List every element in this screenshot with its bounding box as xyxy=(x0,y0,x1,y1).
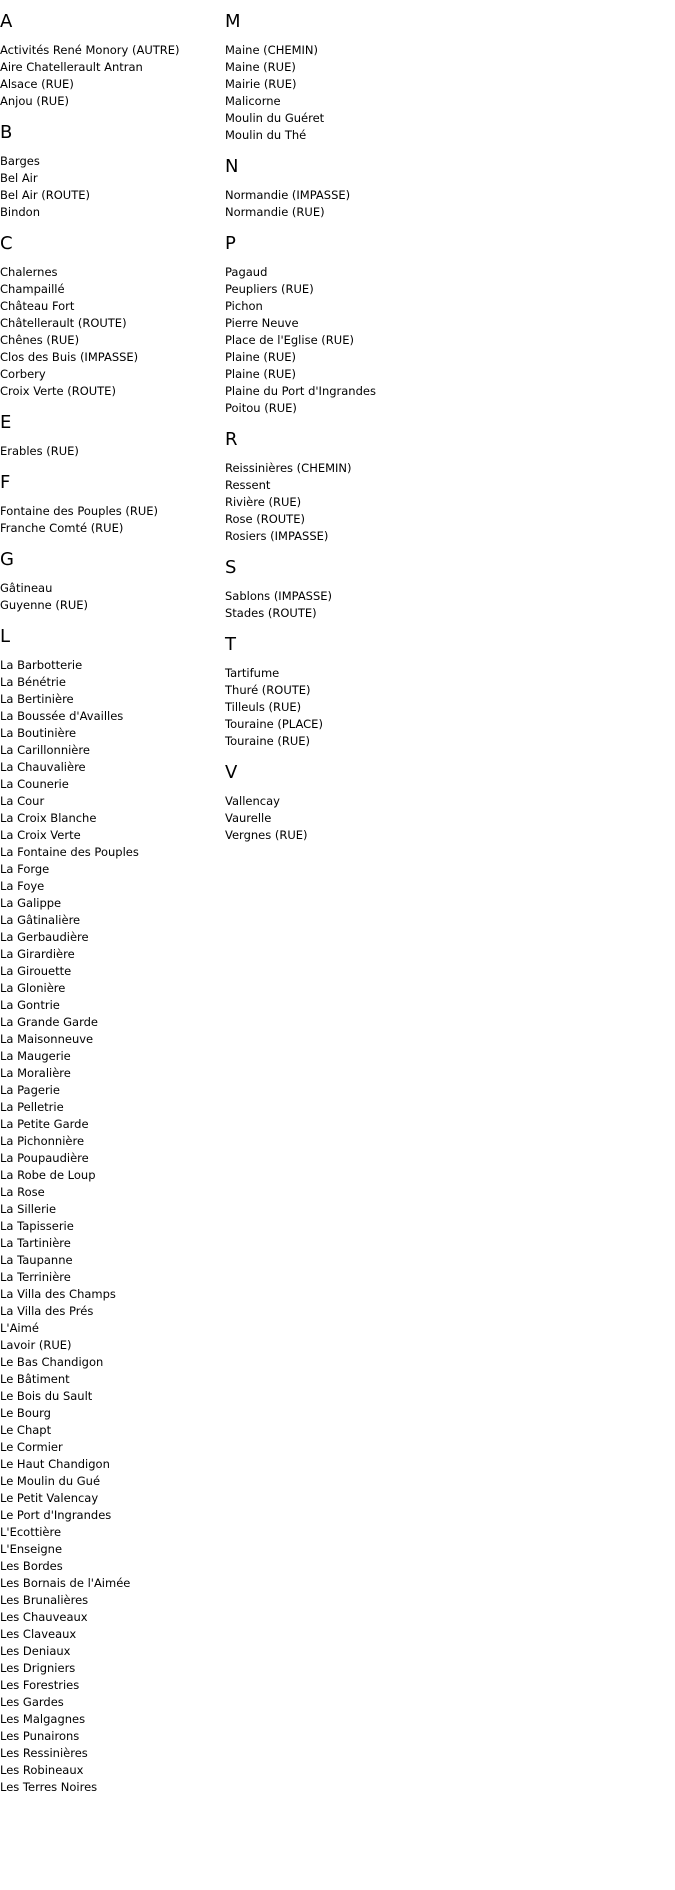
street-item: La Foye xyxy=(0,879,45,893)
street-item: Erables (RUE) xyxy=(0,444,79,458)
street-item: La Gerbaudière xyxy=(0,930,89,944)
street-item: Le Haut Chandigon xyxy=(0,1457,110,1471)
street-item: Touraine (RUE) xyxy=(225,734,311,748)
street-item: La Grande Garde xyxy=(0,1015,98,1029)
letter-group xyxy=(225,11,665,144)
street-item: La Terrinière xyxy=(0,1270,71,1284)
street-item: La Croix Verte xyxy=(0,828,81,842)
street-item: Reissinières (CHEMIN) xyxy=(225,461,352,475)
letter-group xyxy=(225,634,665,750)
street-item: Champaillé xyxy=(0,282,65,296)
letter-heading: A xyxy=(0,11,13,32)
letter-heading: F xyxy=(0,472,11,493)
street-item: La Gontrie xyxy=(0,998,60,1012)
street-item: Mairie (RUE) xyxy=(225,77,297,91)
street-item: Moulin du Thé xyxy=(225,128,307,142)
street-item: Stades (ROUTE) xyxy=(225,606,317,620)
letter-heading: E xyxy=(0,412,12,433)
street-item: Les Claveaux xyxy=(0,1627,77,1641)
street-item: Le Chapt xyxy=(0,1423,52,1437)
street-item: Sablons (IMPASSE) xyxy=(225,589,333,603)
street-item: Barges xyxy=(0,154,40,168)
letter-group xyxy=(225,762,665,844)
street-item: Châtellerault (ROUTE) xyxy=(0,316,127,330)
street-item: Pierre Neuve xyxy=(225,316,299,330)
street-item: Les Bornais de l'Aimée xyxy=(0,1576,131,1590)
letter-heading: V xyxy=(225,762,238,783)
street-item: La Robe de Loup xyxy=(0,1168,96,1182)
street-item: Vallencay xyxy=(225,794,280,808)
letter-group xyxy=(0,626,225,1796)
street-item: Les Deniaux xyxy=(0,1644,71,1658)
street-item: Normandie (IMPASSE) xyxy=(225,188,351,202)
street-item: Lavoir (RUE) xyxy=(0,1338,72,1352)
letter-heading: N xyxy=(225,156,239,177)
letter-group xyxy=(225,156,665,221)
street-item: Franche Comté (RUE) xyxy=(0,521,124,535)
street-item: Corbery xyxy=(0,367,46,381)
street-item: La Pagerie xyxy=(0,1083,60,1097)
street-item: La Forge xyxy=(0,862,50,876)
street-list xyxy=(225,460,665,545)
street-item: Thuré (ROUTE) xyxy=(225,683,311,697)
street-item: Ressent xyxy=(225,478,271,492)
street-item: La Sillerie xyxy=(0,1202,57,1216)
street-item: Activités René Monory (AUTRE) xyxy=(0,43,180,57)
street-list xyxy=(0,657,225,1796)
street-item: Les Robineaux xyxy=(0,1763,84,1777)
street-item: Le Bourg xyxy=(0,1406,51,1420)
street-item: La Villa des Champs xyxy=(0,1287,116,1301)
letter-group xyxy=(225,233,665,417)
street-item: Les Malgagnes xyxy=(0,1712,86,1726)
letter-group xyxy=(0,233,225,400)
letter-heading: S xyxy=(225,557,237,578)
street-item: Les Ressinières xyxy=(0,1746,88,1760)
street-item: Le Port d'Ingrandes xyxy=(0,1508,112,1522)
street-item: Vaurelle xyxy=(225,811,272,825)
street-item: La Girouette xyxy=(0,964,72,978)
street-list xyxy=(225,264,665,417)
street-item: La Cour xyxy=(0,794,45,808)
street-item: Croix Verte (ROUTE) xyxy=(0,384,116,398)
street-item: Le Bois du Sault xyxy=(0,1389,93,1403)
street-item: Plaine (RUE) xyxy=(225,350,297,364)
street-item: L'Aimé xyxy=(0,1321,39,1335)
letter-group xyxy=(0,11,225,110)
letter-heading: M xyxy=(225,11,241,32)
street-item: Peupliers (RUE) xyxy=(225,282,314,296)
letter-heading: R xyxy=(225,429,238,450)
street-item: Fontaine des Pouples (RUE) xyxy=(0,504,159,518)
letter-heading: G xyxy=(0,549,14,570)
street-item: Les Drigniers xyxy=(0,1661,76,1675)
street-item: Rivière (RUE) xyxy=(225,495,302,509)
street-item: Tilleuls (RUE) xyxy=(225,700,302,714)
street-item: La Tartinière xyxy=(0,1236,71,1250)
street-list xyxy=(0,42,225,110)
street-item: La Rose xyxy=(0,1185,45,1199)
street-item: Maine (RUE) xyxy=(225,60,296,74)
street-item: Les Brunalières xyxy=(0,1593,89,1607)
street-list xyxy=(225,665,665,750)
street-item: Anjou (RUE) xyxy=(0,94,69,108)
street-item: Gâtineau xyxy=(0,581,53,595)
street-item: Rosiers (IMPASSE) xyxy=(225,529,329,543)
street-item: Les Gardes xyxy=(0,1695,64,1709)
street-item: La Maugerie xyxy=(0,1049,71,1063)
street-item: La Pichonnière xyxy=(0,1134,85,1148)
street-list xyxy=(0,503,225,537)
street-item: Tartifume xyxy=(225,666,280,680)
letter-heading: T xyxy=(225,634,236,655)
street-item: La Croix Blanche xyxy=(0,811,97,825)
street-item: L'Ecottière xyxy=(0,1525,62,1539)
street-item: La Galippe xyxy=(0,896,62,910)
street-item: La Boussée d'Availles xyxy=(0,709,124,723)
street-item: Clos des Buis (IMPASSE) xyxy=(0,350,139,364)
street-item: La Gâtinalière xyxy=(0,913,81,927)
street-item: Touraine (PLACE) xyxy=(225,717,323,731)
street-item: Maine (CHEMIN) xyxy=(225,43,319,57)
street-item: Poitou (RUE) xyxy=(225,401,297,415)
street-item: La Fontaine des Pouples xyxy=(0,845,139,859)
street-item: La Petite Garde xyxy=(0,1117,89,1131)
street-item: Le Moulin du Gué xyxy=(0,1474,101,1488)
letter-heading: C xyxy=(0,233,13,254)
street-list xyxy=(225,187,665,221)
letter-heading: L xyxy=(0,626,11,647)
street-item: La Taupanne xyxy=(0,1253,73,1267)
street-list xyxy=(0,443,225,460)
street-list xyxy=(0,264,225,400)
street-item: Plaine du Port d'Ingrandes xyxy=(225,384,376,398)
street-item: La Bertinière xyxy=(0,692,74,706)
street-item: La Pelletrie xyxy=(0,1100,64,1114)
letter-group xyxy=(225,557,665,622)
street-item: Moulin du Guéret xyxy=(225,111,325,125)
letter-heading: P xyxy=(225,233,236,254)
street-item: L'Enseigne xyxy=(0,1542,63,1556)
street-item: Normandie (RUE) xyxy=(225,205,325,219)
street-item: La Chauvalière xyxy=(0,760,86,774)
street-item: La Girardière xyxy=(0,947,75,961)
street-item: La Tapisserie xyxy=(0,1219,74,1233)
street-list xyxy=(0,153,225,221)
street-item: Château Fort xyxy=(0,299,75,313)
street-item: La Glonière xyxy=(0,981,66,995)
street-item: Plaine (RUE) xyxy=(225,367,297,381)
street-item: Les Punairons xyxy=(0,1729,80,1743)
street-item: La Bénétrie xyxy=(0,675,66,689)
letter-group xyxy=(0,472,225,537)
street-item: La Carillonnière xyxy=(0,743,90,757)
street-list xyxy=(225,588,665,622)
street-item: La Poupaudière xyxy=(0,1151,89,1165)
street-item: La Boutinière xyxy=(0,726,77,740)
street-item: La Barbotterie xyxy=(0,658,83,672)
street-item: Le Bâtiment xyxy=(0,1372,70,1386)
street-item: Chênes (RUE) xyxy=(0,333,80,347)
street-item: Pichon xyxy=(225,299,263,313)
letter-group xyxy=(0,549,225,614)
letter-heading: B xyxy=(0,122,13,143)
street-item: Les Chauveaux xyxy=(0,1610,88,1624)
street-item: La Counerie xyxy=(0,777,69,791)
street-item: Le Cormier xyxy=(0,1440,63,1454)
letter-group xyxy=(0,122,225,221)
street-item: Aire Chatellerault Antran xyxy=(0,60,143,74)
street-item: Pagaud xyxy=(225,265,268,279)
street-item: Les Bordes xyxy=(0,1559,63,1573)
street-item: Les Terres Noires xyxy=(0,1780,98,1794)
street-item: Alsace (RUE) xyxy=(0,77,74,91)
street-list xyxy=(225,793,665,844)
street-item: Le Bas Chandigon xyxy=(0,1355,104,1369)
street-item: La Moralière xyxy=(0,1066,71,1080)
street-item: Les Forestries xyxy=(0,1678,80,1692)
street-item: La Villa des Prés xyxy=(0,1304,94,1318)
street-list xyxy=(225,42,665,144)
street-item: Place de l'Eglise (RUE) xyxy=(225,333,354,347)
street-list xyxy=(0,580,225,614)
street-item: Vergnes (RUE) xyxy=(225,828,308,842)
street-item: Bel Air xyxy=(0,171,38,185)
street-item: Chalernes xyxy=(0,265,58,279)
street-item: Le Petit Valencay xyxy=(0,1491,99,1505)
street-item: Bel Air (ROUTE) xyxy=(0,188,90,202)
left-column xyxy=(0,0,225,1808)
street-item: La Maisonneuve xyxy=(0,1032,94,1046)
letter-group xyxy=(0,412,225,460)
street-item: Bindon xyxy=(0,205,40,219)
street-item: Malicorne xyxy=(225,94,281,108)
letter-group xyxy=(225,429,665,545)
street-item: Rose (ROUTE) xyxy=(225,512,305,526)
street-item: Guyenne (RUE) xyxy=(0,598,89,612)
right-column xyxy=(225,0,665,856)
